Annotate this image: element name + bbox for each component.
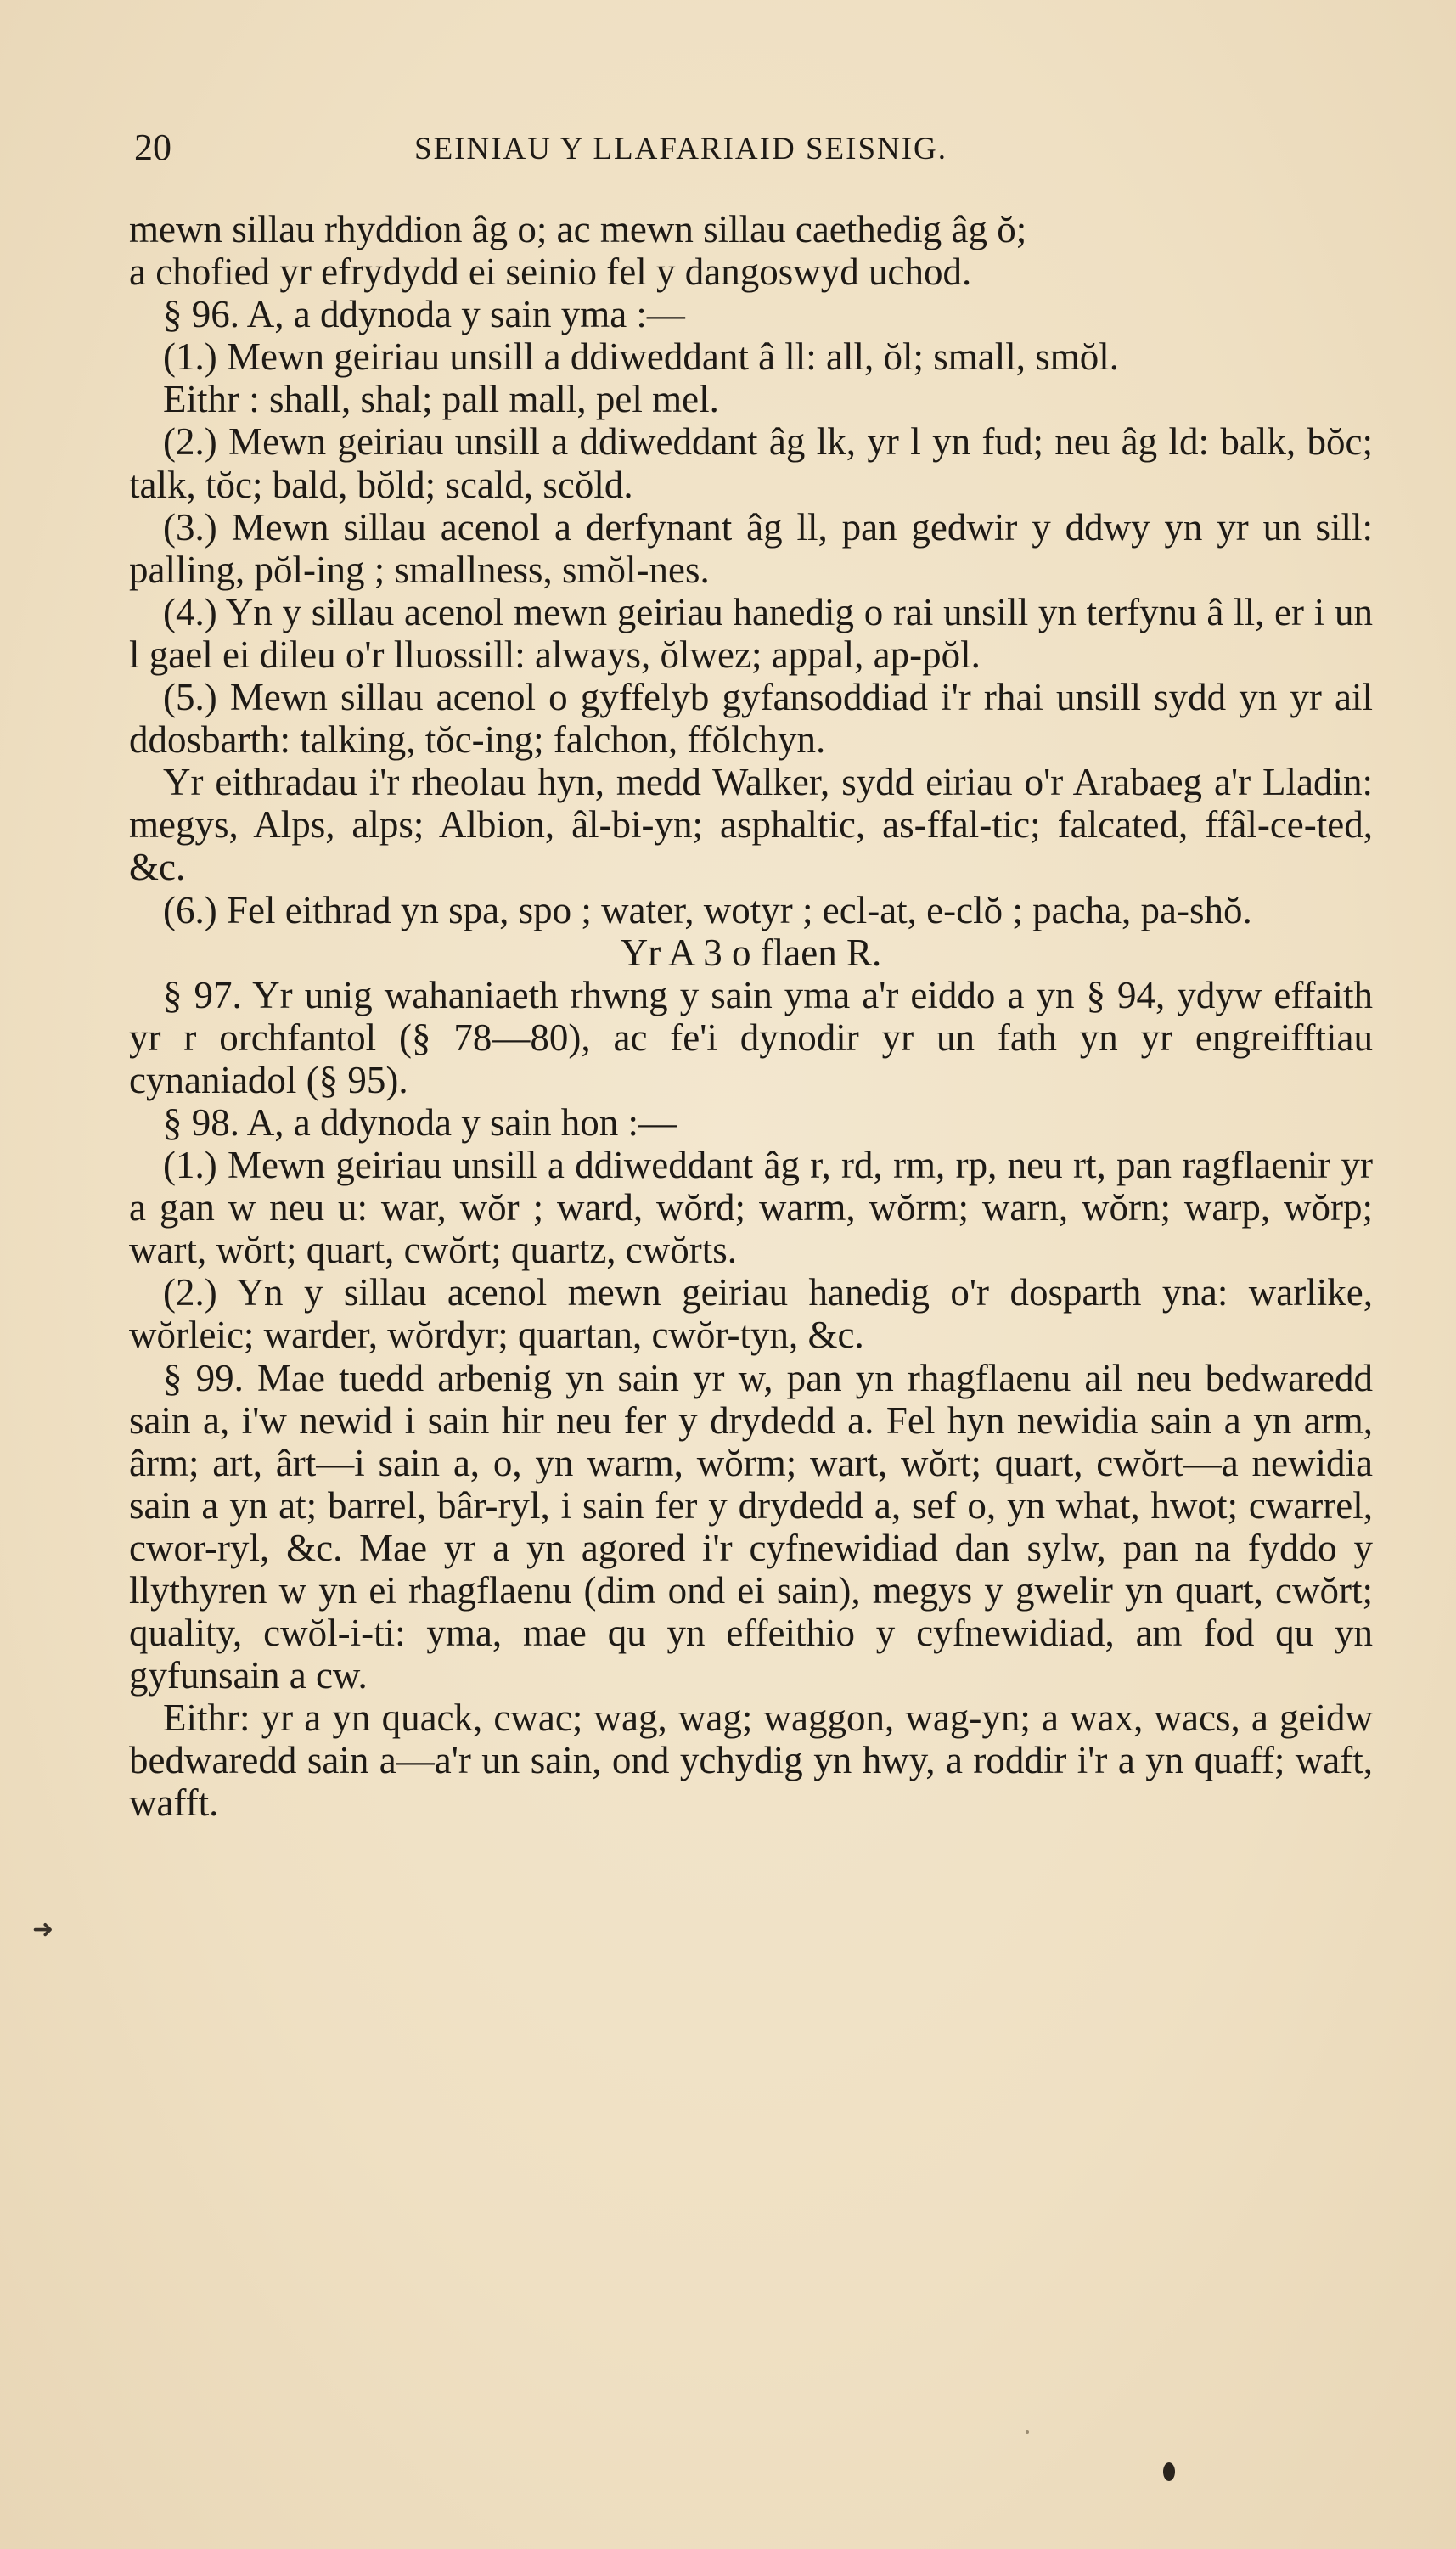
ink-spot (1163, 2462, 1175, 2481)
paper-speck (1026, 2430, 1029, 2434)
paragraph-continued-2: a chofied yr efrydydd ei seinio fel y dangoswyd uchod. (129, 250, 972, 294)
exceptions-paragraph: Yr eithradau i'r rheolau hyn, medd Walker, sydd eiriau o'r Arabaeg a'r Lladin: megys, Alps, alps; Albion, âl-bi-yn; asphaltic, as-ffal-tic; falcated, ffâl-ce-ted, &c. (129, 761, 1373, 889)
section-98-heading: § 98. A, a ddynoda y sain hon :— (163, 1100, 677, 1144)
closing-exception: Eithr: yr a yn quack, cwac; wag, wag; waggon, wag-yn; a wax, wacs, a geidw bedwaredd sain a—a'r un sain, ond ychydig yn hwy, a roddir i'r a yn quaff; waft, wafft. (129, 1697, 1373, 1825)
margin-mark-icon: ➜ (32, 1915, 54, 1944)
rule-4: (4.) Yn y sillau acenol mewn geiriau hanedig o rai unsill yn terfynu â ll, er i un l gael ei dileu o'r lluossill: always, ŏlwez; appal, ap-pŏl. (129, 590, 1373, 676)
section-98-rule-2: (2.) Yn y sillau acenol mewn geiriau hanedig o'r dosparth yna: warlike, wŏrleic; warder, wŏrdyr; quartan, cwŏr-tyn, &c. (129, 1271, 1373, 1357)
rule-6: (6.) Fel eithrad yn spa, spo ; water, wotyr ; ecl-at, e-clŏ ; pacha, pa-shŏ. (163, 888, 1252, 931)
subheading: Yr A 3 o flaen R. (620, 931, 882, 974)
rule-2: (2.) Mewn geiriau unsill a ddiweddant âg lk, yr l yn fud; neu âg ld: balk, bŏc; talk, tŏc; bald, bŏld; scald, scŏld. (129, 420, 1373, 506)
page-header (134, 126, 1357, 177)
rule-1: (1.) Mewn geiriau unsill a ddiweddant â ll: all, ŏl; small, smŏl. (163, 335, 1120, 379)
section-98-rule-1: (1.) Mewn geiriau unsill a ddiweddant âg r, rd, rm, rp, neu rt, pan ragflaenir yr a gan w neu u: war, wŏr ; ward, wŏrd; warm, wŏrm; warn, wŏrn; warp, wŏrp; wart, wŏrt; quart, cwŏrt; quartz, cwŏrts. (129, 1144, 1373, 1272)
running-title: SEINIAU Y LLAFARIAID SEISNIG. (414, 132, 948, 166)
rule-5: (5.) Mewn sillau acenol o gyffelyb gyfansoddiad i'r rhai unsill sydd yn yr ail ddosbarth: talking, tŏc-ing; falchon, ffŏlchyn. (129, 676, 1373, 762)
body-text (129, 208, 1373, 1825)
rule-3: (3.) Mewn sillau acenol a derfynant âg ll, pan gedwir y ddwy yn yr un sill: palling, pŏl-ing ; smallness, smŏl-nes. (129, 505, 1373, 591)
exception-1: Eithr : shall, shal; pall mall, pel mel. (163, 378, 719, 421)
section-97: § 97. Yr unig wahaniaeth rhwng y sain yma a'r eiddo a yn § 94, ydyw effaith yr r orchfantol (§ 78—80), ac fe'i dynodir yr un fath yn yr engreifftiau cynaniadol (§ 95). (129, 973, 1373, 1101)
page-number: 20 (134, 127, 171, 168)
section-99: § 99. Mae tuedd arbenig yn sain yr w, pan yn rhagflaenu ail neu bedwaredd sain a, i'w newid i sain hir neu fer y drydedd a. Fel hyn newidia sain a yn arm, ârm; art, ârt—i sain a, o, yn warm, wŏrm; wart, wŏrt; quart, cwŏrt—a newidia sain a yn at; barrel, bâr-ryl, i sain fer y drydedd a, sef o, yn what, hwot; cwarrel, cwor-ryl, &c. Mae yr a yn agored i'r cyfnewidiad dan sylw, pan na fyddo y llythyren w yn ei rhagflaenu (dim ond ei sain), megys y gwelir yn quart, cwŏrt; quality, cwŏl-i-ti: yma, mae qu yn effeithio y cyfnewidiad, am fod qu yn gyfunsain a cw. (129, 1356, 1373, 1697)
section-96-heading: § 96. A, a ddynoda y sain yma :— (163, 293, 685, 336)
paragraph-continued: mewn sillau rhyddion âg o; ac mewn sillau caethedig âg ŏ; (129, 208, 1027, 250)
